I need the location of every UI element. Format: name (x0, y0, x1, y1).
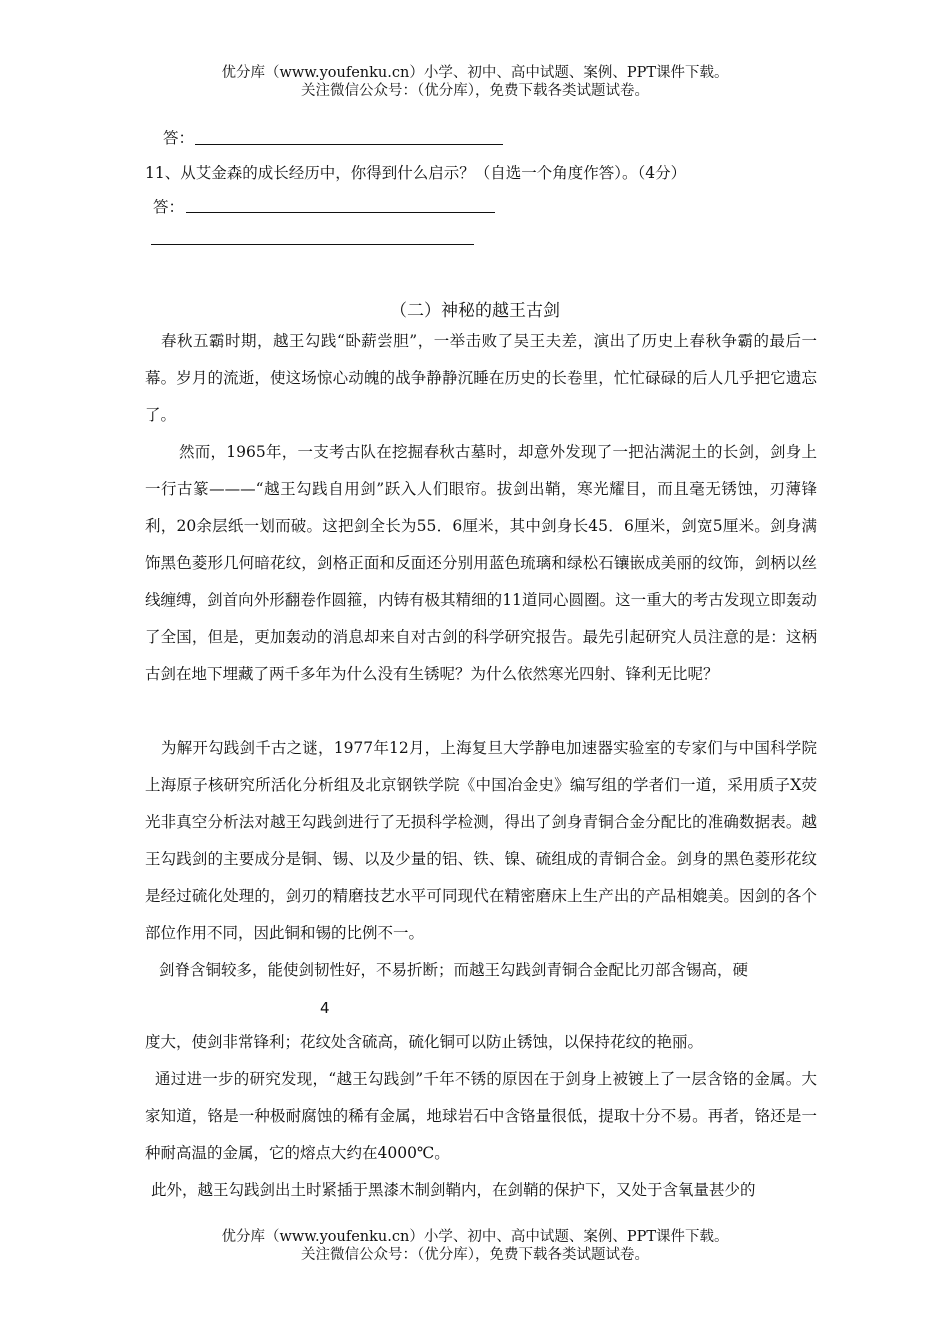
footer-line-2: 关注微信公众号：（优分库），免费下载各类试题试卷。 (301, 1247, 649, 1263)
paragraph-4-part-2: 度大，使剑非常锋利；花纹处含硫高，硫化铜可以防止锈蚀，以保持花纹的艳丽。 (145, 1033, 704, 1051)
header-line-2: 关注微信公众号：（优分库），免费下载各类试题试卷。 (301, 83, 649, 99)
q10-answer-line[interactable] (195, 144, 503, 145)
q11-answer-label: 答： (153, 198, 185, 216)
page-number: 4 (320, 999, 330, 1017)
q11-answer-line-1[interactable] (186, 212, 495, 213)
paragraph-3: 为解开勾践剑千古之谜，1977年12月，上海复旦大学静电加速器实验室的专家们与中国科学院上海原子核研究所活化分析组及北京钢铁学院《中国冶金史》编写组的学者们一道，采用质子X荧光非真空分析法对越王勾践剑进行了无损科学检测，得出了剑身青铜合金分配比的准确数据表。越王勾践剑的主要成分是铜、锡、以及少量的铝、铁、镍、硫组成的青铜合金。剑身的黑色菱形花纹是经过硫化处理的，剑刃的精磨技艺水平可同现代在精密磨床上生产出的产品相媲美。因剑的各个部位作用不同，因此铜和锡的比例不一。 (145, 739, 817, 942)
article-title: （二）神秘的越王古剑 (390, 301, 560, 321)
question-11: 11、从艾金森的成长经历中，你得到什么启示？（自选一个角度作答）。（4分） (145, 164, 687, 182)
paragraph-2: 然而，1965年，一支考古队在挖掘春秋古墓时，却意外发现了一把沾满泥土的长剑，剑身上一行古篆———“越王勾践自用剑”跃入人们眼帘。拔剑出鞘，寒光耀目，而且毫无锈蚀，刃薄锋利，20余层纸一划而破。这把剑全长为55．6厘米，其中剑身长45．6厘米，剑宽5厘米。剑身满饰黑色菱形几何暗花纹，剑格正面和反面还分别用蓝色琉璃和绿松石镶嵌成美丽的纹饰，剑柄以丝线缠缚，剑首向外形翻卷作圆箍，内铸有极其精细的11道同心圆圈。这一重大的考古发现立即轰动了全国，但是，更加轰动的消息却来自对古剑的科学研究报告。最先引起研究人员注意的是：这柄古剑在地下埋藏了两千多年为什么没有生锈呢？为什么依然寒光四射、锋利无比呢？ (145, 443, 817, 683)
q10-answer-label: 答： (163, 129, 195, 147)
page-footer (0, 1228, 950, 1264)
header-line-1: 优分库（www.youfenku.cn）小学、初中、高中试题、案例、PPT课件下载。 (221, 65, 729, 81)
page-header (0, 64, 950, 100)
paragraph-4-part-1: 剑脊含铜较多，能使剑韧性好，不易折断；而越王勾践剑青铜合金配比刃部含锡高，硬 (159, 961, 749, 979)
footer-line-1: 优分库（www.youfenku.cn）小学、初中、高中试题、案例、PPT课件下载。 (221, 1229, 729, 1245)
paragraph-1: 春秋五霸时期，越王勾践“卧薪尝胆”，一举击败了吴王夫差，演出了历史上春秋争霸的最后一幕。岁月的流逝，使这场惊心动魄的战争静静沉睡在历史的长卷里，忙忙碌碌的后人几乎把它遗忘了。 (145, 332, 817, 424)
paragraph-5: 通过进一步的研究发现，“越王勾践剑”千年不锈的原因在于剑身上被镀上了一层含铬的金属。大家知道，铬是一种极耐腐蚀的稀有金属，地球岩石中含铬量很低，提取十分不易。再者，铬还是一种耐高温的金属，它的熔点大约在4000℃。 (145, 1070, 817, 1162)
q11-answer-line-2[interactable] (151, 244, 474, 245)
paragraph-6: 此外，越王勾践剑出土时紧插于黑漆木制剑鞘内，在剑鞘的保护下，又处于含氧量甚少的 (151, 1181, 756, 1199)
